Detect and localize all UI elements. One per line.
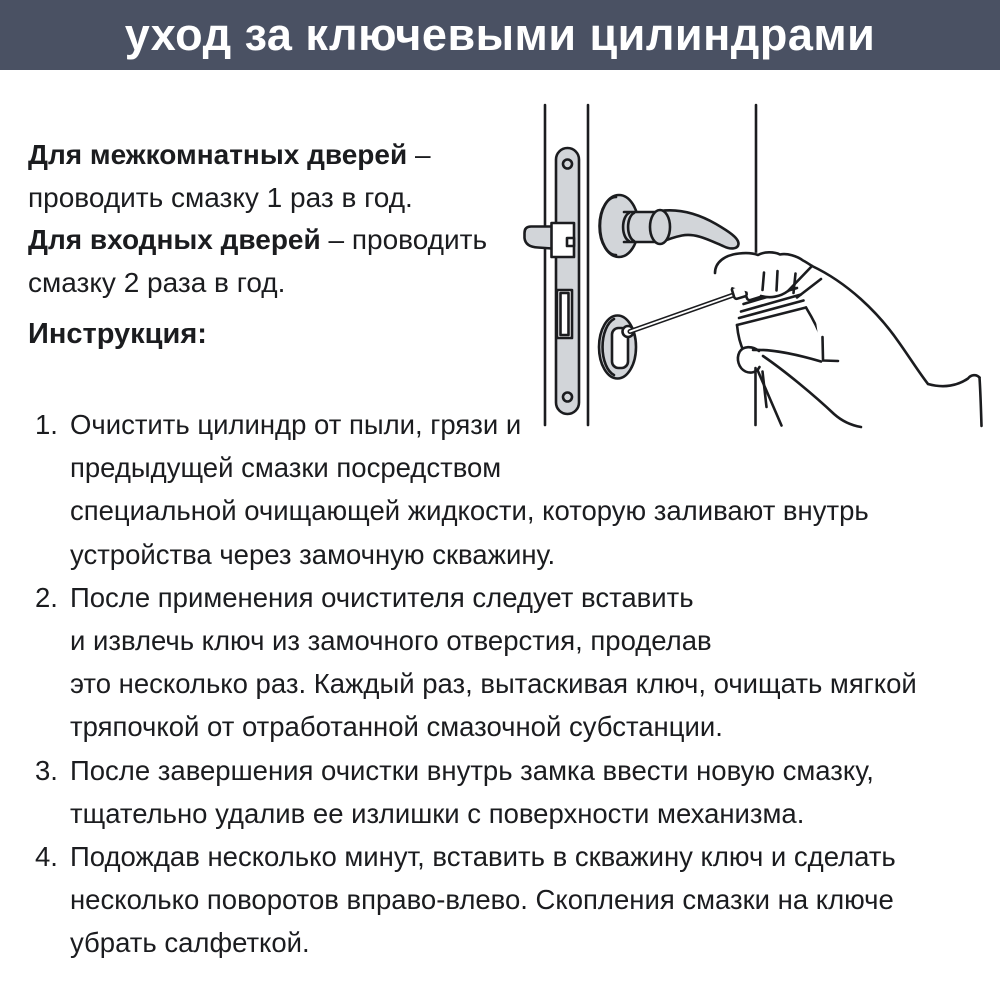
door-handle-icon <box>600 195 739 257</box>
intro-line: Для межкомнатных дверей – <box>28 139 431 170</box>
list-item: 4. Подождав несколько минут, вставить в скважину ключ и сделать <box>70 835 917 878</box>
list-item-line: это несколько раз. Каждый раз, вытаскивая ключ, очищать мягкой <box>70 668 917 700</box>
instructions-heading: Инструкция: <box>28 318 207 350</box>
spray-straw-icon <box>630 293 739 332</box>
page-header <box>0 0 1000 70</box>
list-item-line: устройства через замочную скважину. <box>70 538 556 570</box>
mortise-lock-icon <box>525 148 580 414</box>
list-item-line: несколько поворотов вправо-влево. Скопления смазки на ключе <box>70 884 894 916</box>
list-item-number: 4. <box>35 841 58 873</box>
intro-line: Для входных дверей – проводить <box>28 224 488 255</box>
intro-line: смазку 2 раза в год. <box>28 266 286 298</box>
list-item: 2. После применения очистителя следует вставить <box>70 576 917 619</box>
page-title: уход за ключевыми цилиндрами <box>124 9 876 60</box>
list-item-line: и извлечь ключ из замочного отверстия, проделав <box>70 625 712 657</box>
instructions-list <box>35 403 917 965</box>
list-item-line: специальной очищающей жидкости, которую заливают внутрь <box>70 495 869 527</box>
list-item: 1. Очистить цилиндр от пыли, грязи и <box>70 403 917 446</box>
intro-line: проводить смазку 1 раз в год. <box>28 181 413 213</box>
list-item-number: 1. <box>35 409 58 440</box>
intro-text <box>28 134 487 304</box>
list-item: 3. После завершения очистки внутрь замка ввести новую смазку, <box>70 749 917 792</box>
list-item-line: тряпочкой от отработанной смазочной субстанции. <box>70 711 723 743</box>
list-item-line: тщательно удалив ее излишки с поверхности механизма. <box>70 797 805 829</box>
door-lock-lubrication-illustration-icon <box>500 100 1000 440</box>
list-item-number: 2. <box>35 581 58 613</box>
list-item-line: убрать салфеткой. <box>70 927 310 959</box>
keyhole-escutcheon-icon <box>599 316 636 379</box>
latch-bolt-icon <box>525 227 553 249</box>
list-item-line: предыдущей смазки посредством <box>70 452 502 484</box>
list-item-number: 3. <box>35 754 58 786</box>
